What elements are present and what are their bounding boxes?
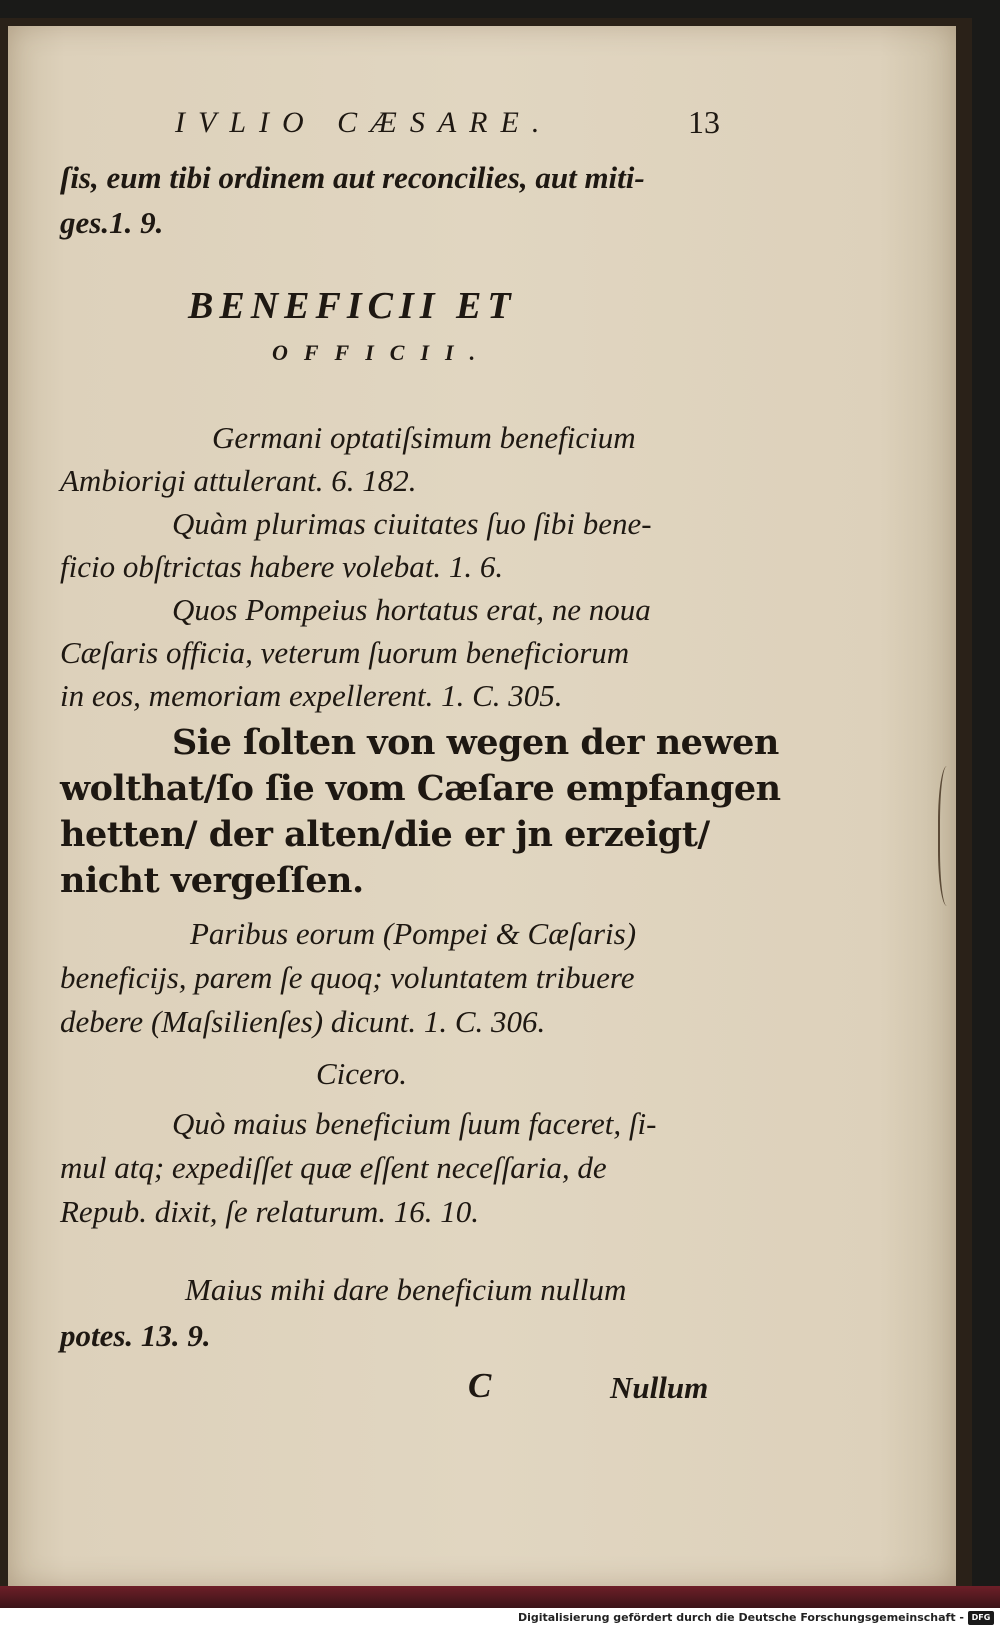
dfg-logo: DFG xyxy=(968,1611,994,1625)
catchword: Nullum xyxy=(610,1370,709,1405)
text-line: Paribus eorum (Pompei & Cæſaris) xyxy=(190,916,637,951)
section-heading: BENEFICII ET xyxy=(188,285,517,327)
text-line: Germani optatiſsimum beneficium xyxy=(212,420,636,455)
text-line: debere (Maſsilienſes) dicunt. 1. C. 306. xyxy=(60,1004,546,1039)
scan-bottom-strip xyxy=(0,1586,1000,1608)
text-line: potes. 13. 9. xyxy=(60,1318,211,1353)
text-line: ges.1. 9. xyxy=(60,205,164,240)
german-line: Sie ſolten von wegen der newen xyxy=(172,722,779,763)
signature-mark: C xyxy=(468,1366,492,1405)
german-line: wolthat/ſo ſie vom Cæſare empfangen xyxy=(60,768,781,809)
section-subheading: OFFICII. xyxy=(272,340,492,365)
page-number: 13 xyxy=(688,104,720,140)
text-line: Quos Pompeius hortatus erat, ne noua xyxy=(172,592,651,627)
text-line: Maius mihi dare beneficium nullum xyxy=(185,1272,627,1307)
funding-credit: Digitalisierung gefördert durch die Deutsche Forschungsgemeinschaft - xyxy=(517,1611,964,1624)
running-head: IVLIO CÆSARE. xyxy=(175,106,553,139)
text-line: in eos, memoriam expellerent. 1. C. 305. xyxy=(60,678,563,713)
text-line: ſis, eum tibi ordinem aut reconcilies, aut miti- xyxy=(60,160,645,195)
text-line: Quò maius beneficium ſuum faceret, ſi- xyxy=(172,1106,657,1141)
text-line: Ambiorigi attulerant. 6. 182. xyxy=(60,463,417,498)
german-line: nicht vergeſſen. xyxy=(60,860,364,901)
text-line: Repub. dixit, ſe relaturum. 16. 10. xyxy=(60,1194,480,1229)
text-line: mul atq; expediſſet quæ eſſent neceſſaria, de xyxy=(60,1150,607,1185)
text-line: Cæſaris officia, veterum ſuorum beneficiorum xyxy=(60,635,630,670)
author-heading: Cicero. xyxy=(316,1056,407,1091)
german-line: hetten/ der alten/die er jn erzeigt/ xyxy=(60,814,710,855)
page-edge-nick xyxy=(938,766,960,906)
text-line: ficio obſtrictas habere volebat. 1. 6. xyxy=(60,549,504,584)
text-line: beneficijs, parem ſe quoq; voluntatem tribuere xyxy=(60,960,635,995)
text-line: Quàm plurimas ciuitates ſuo ſibi bene- xyxy=(172,506,652,541)
